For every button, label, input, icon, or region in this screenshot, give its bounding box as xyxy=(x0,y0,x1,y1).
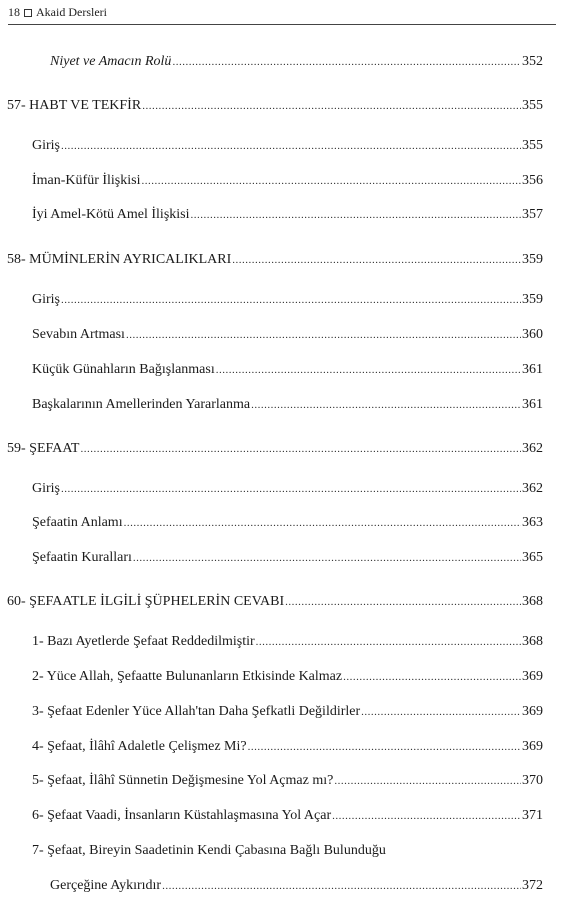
toc-entry[interactable] xyxy=(0,513,543,533)
toc-entry-page: 357 xyxy=(522,207,543,222)
toc-entry-page: 363 xyxy=(522,515,543,530)
dot-leader xyxy=(248,737,521,757)
dot-leader xyxy=(162,876,521,896)
toc-entry-title: 57- HABT VE TEKFİR xyxy=(7,98,142,113)
dot-leader xyxy=(332,806,521,826)
toc-entry[interactable] xyxy=(0,205,543,225)
dot-leader xyxy=(232,250,521,270)
dot-leader xyxy=(124,513,521,533)
dot-leader xyxy=(172,52,521,72)
toc-entry-page: 359 xyxy=(522,252,543,267)
dot-leader xyxy=(126,325,521,345)
dot-leader xyxy=(256,632,521,652)
toc-entry-page: 361 xyxy=(522,362,543,377)
toc-entry[interactable] xyxy=(0,171,543,191)
toc-entry[interactable] xyxy=(0,290,543,310)
toc-entry-title: Şefaatin Anlamı xyxy=(32,515,123,530)
toc-entry-title: 6- Şefaat Vaadi, İnsanların Küstahlaşmasına Yol Açar xyxy=(32,808,332,823)
toc-entry[interactable] xyxy=(0,702,543,722)
toc-entry[interactable] xyxy=(0,632,543,652)
toc-entry[interactable] xyxy=(0,360,543,380)
dot-leader xyxy=(191,205,522,225)
dot-leader xyxy=(61,290,521,310)
dot-leader xyxy=(61,479,521,499)
dot-leader xyxy=(80,439,521,459)
toc-entry[interactable] xyxy=(0,479,543,499)
toc-entry[interactable] xyxy=(0,325,543,345)
toc-entry-title: Gerçeğine Aykırıdır xyxy=(50,878,162,893)
toc-entry-title: 60- ŞEFAATLE İLGİLİ ŞÜPHELERİN CEVABI xyxy=(7,594,285,609)
dot-leader xyxy=(61,136,521,156)
toc-chapter[interactable] xyxy=(0,592,543,612)
toc-entry-title: İman-Küfür İlişkisi xyxy=(32,173,141,188)
toc-entry[interactable] xyxy=(0,136,543,156)
toc-entry-title: Şefaatin Kuralları xyxy=(32,550,132,565)
dot-leader xyxy=(142,96,521,116)
toc-entry[interactable] xyxy=(0,806,543,826)
toc-entry-page: 362 xyxy=(522,441,543,456)
toc-entry-page: 362 xyxy=(522,481,543,496)
dot-leader xyxy=(343,667,521,687)
toc-entry-title: Başkalarının Amellerinden Yararlanma xyxy=(32,397,251,412)
toc-chapter[interactable] xyxy=(0,250,543,270)
toc-entry[interactable] xyxy=(0,548,543,568)
toc-entry-page: 369 xyxy=(522,739,543,754)
toc-chapter[interactable] xyxy=(0,439,543,459)
toc-entry-title: Giriş xyxy=(32,138,60,153)
toc-entry-page: 360 xyxy=(522,327,543,342)
toc-chapter[interactable] xyxy=(0,96,543,116)
toc-entry-title: Giriş xyxy=(32,292,60,307)
running-header xyxy=(8,4,556,25)
toc-entry-page: 352 xyxy=(522,54,543,69)
toc-entry[interactable] xyxy=(0,771,543,791)
toc-entry-title: 3- Şefaat Edenler Yüce Allah'tan Daha Şefkatli Değildirler xyxy=(32,704,361,719)
square-ornament-icon xyxy=(24,9,32,17)
dot-leader xyxy=(133,548,521,568)
toc-entry[interactable] xyxy=(0,667,543,687)
toc-entry-title: Giriş xyxy=(32,481,60,496)
toc-entry-title: 2- Yüce Allah, Şefaatte Bulunanların Etkisinde Kalmaz xyxy=(32,669,343,684)
dot-leader xyxy=(251,395,521,415)
dot-leader xyxy=(141,171,521,191)
toc-entry-title: 58- MÜMİNLERİN AYRICALIKLARI xyxy=(7,252,232,267)
toc-entry-page: 355 xyxy=(522,138,543,153)
toc-entry-page: 365 xyxy=(522,550,543,565)
toc-entry-page: 355 xyxy=(522,98,543,113)
toc-entry-page: 370 xyxy=(522,773,543,788)
page-number: 18 xyxy=(8,5,20,19)
toc-entry-title-line[interactable]: 7- Şefaat, Bireyin Saadetinin Kendi Çabasına Bağlı Bulunduğu xyxy=(32,843,386,858)
toc-entry-page: 369 xyxy=(522,704,543,719)
toc-entry-title: Sevabın Artması xyxy=(32,327,125,342)
toc-entry-page: 372 xyxy=(522,878,543,893)
toc-entry-page: 359 xyxy=(522,292,543,307)
dot-leader xyxy=(216,360,521,380)
toc-entry-title: Niyet ve Amacın Rolü xyxy=(50,54,172,69)
dot-leader xyxy=(361,702,521,722)
toc-entry[interactable] xyxy=(0,737,543,757)
toc-entry-title: Küçük Günahların Bağışlanması xyxy=(32,362,215,377)
toc-entry-title: 5- Şefaat, İlâhî Sünnetin Değişmesine Yol Açmaz mı? xyxy=(32,773,334,788)
toc-entry[interactable] xyxy=(0,52,543,72)
toc-entry-page: 368 xyxy=(522,594,543,609)
toc-entry[interactable] xyxy=(0,395,543,415)
book-title: Akaid Dersleri xyxy=(36,5,107,19)
toc-entry[interactable] xyxy=(0,876,543,896)
toc-entry-title: 4- Şefaat, İlâhî Adaletle Çelişmez Mi? xyxy=(32,739,247,754)
toc-entry-title: 1- Bazı Ayetlerde Şefaat Reddedilmiştir xyxy=(32,634,255,649)
toc-entry-page: 361 xyxy=(522,397,543,412)
dot-leader xyxy=(285,592,521,612)
toc-entry-page: 368 xyxy=(522,634,543,649)
toc-entry-title: 59- ŞEFAAT xyxy=(7,441,80,456)
toc-entry-page: 369 xyxy=(522,669,543,684)
toc-entry-title: İyi Amel-Kötü Amel İlişkisi xyxy=(32,207,190,222)
toc-entry-page: 356 xyxy=(522,173,543,188)
dot-leader xyxy=(334,771,521,791)
toc-entry-page: 371 xyxy=(522,808,543,823)
